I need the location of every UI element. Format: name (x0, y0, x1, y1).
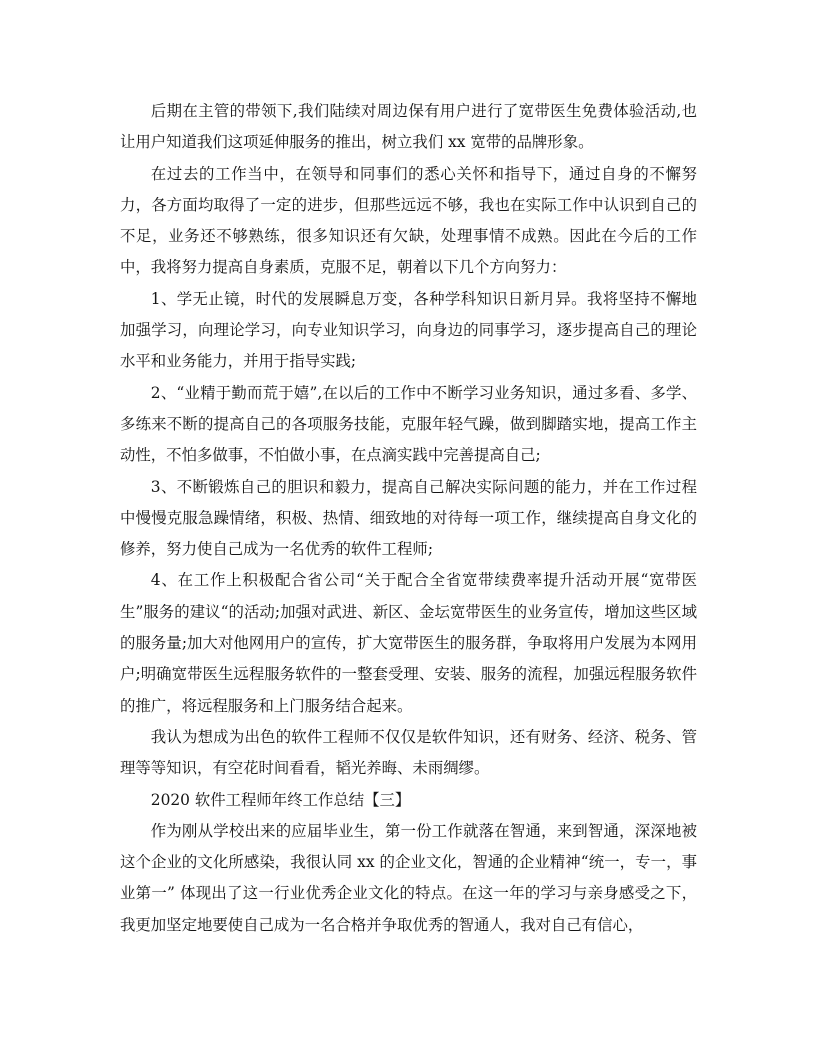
paragraph-1: 后期在主管的带领下,我们陆续对周边保有用户进行了宽带医生免费体验活动,也让用户知道我们这项延伸服务的推出，树立我们 xx 宽带的品牌形象。 (120, 102, 697, 152)
paragraph-2: 在过去的工作当中，在领导和同事们的悉心关怀和指导下，通过自身的不懈努力，各方面均取得了一定的进步，但那些远远不够，我也在实际工作中认识到自己的不足，业务还不够熟练，很多知识还有欠缺，处理事情不成熟。因此在今后的工作中，我将努力提高自身素质，克服不足，朝着以下几个方向努力： (120, 164, 697, 277)
paragraph-7: 我认为想成为出色的软件工程师不仅仅是软件知识，还有财务、经济、税务、管理等等知识，有空花时间看看，韬光养晦、未雨绸缪。 (120, 727, 697, 778)
paragraph-6: 4、在工作上积极配合省公司“关于配合全省宽带续费率提升活动开展“宽带医生”服务的建议“的活动;加强对武进、新区、金坛宽带医生的业务宣传，增加这些区域的服务量;加大对他网用户的宣传，扩大宽带医生的服务群，争取将用户发展为本网用户;明确宽带医生远程服务软件的一整套受理、安装、服务的流程，加强远程服务软件的推广，将远程服务和上门服务结合起来。 (120, 571, 697, 715)
document-body (120, 96, 697, 941)
paragraph-5: 3、不断锻炼自己的胆识和毅力，提高自己解决实际问题的能力，并在工作过程中慢慢克服急躁情绪，积极、热情、细致地的对待每一项工作，继续提高自身文化的修养，努力使自己成为一名优秀的软件工程师; (120, 477, 697, 559)
section-heading: 2020 软件工程师年终工作总结【三】 (150, 790, 411, 809)
paragraph-8: 作为刚从学校出来的应届毕业生，第一份工作就落在智通，来到智通，深深地被这个企业的文化所感染，我很认同 xx 的企业文化，智通的企业精神“统一，专一，事业第一” 体现出了这一行业优秀企业文化的特点。在这一年的学习与亲身感受之下，我更加坚定地要使自己成为一名合格并争取优秀的智通人，我对自己有信心， (120, 821, 697, 934)
paragraph-3: 1、学无止镜，时代的发展瞬息万变，各种学科知识日新月异。我将坚持不懈地加强学习，向理论学习，向专业知识学习，向身边的同事学习，逐步提高自己的理论水平和业务能力，并用于指导实践; (120, 289, 697, 371)
paragraph-4: 2、“业精于勤而荒于嬉”,在以后的工作中不断学习业务知识，通过多看、多学、多练来不断的提高自己的各项服务技能，克服年轻气躁，做到脚踏实地，提高工作主动性，不怕多做事，不怕做小事，在点滴实践中完善提高自己; (120, 383, 697, 465)
